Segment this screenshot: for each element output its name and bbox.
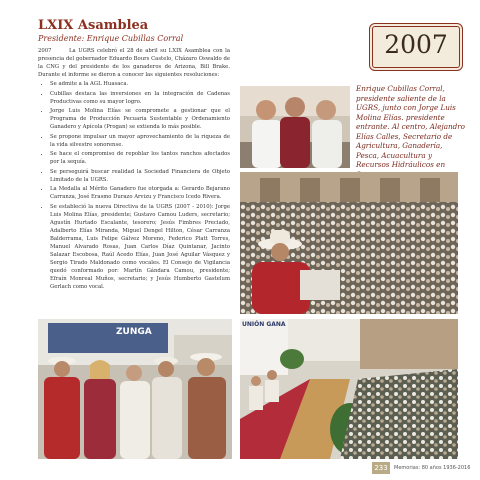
- list-item: • Cubillas destaca las inversiones en la integración de Cadenas Productivas como su mayor logro.: [50, 90, 230, 106]
- intro-paragraph: 2007 La UGRS celebró el 28 de abril su LXIX Asamblea con la presencia del gobernador Eduardo Bours Castelo, Cházaro Oswaldo de la CNG y del presidente de los ganaderos de Arizona, Bill Brake. Durante el informe se dieron a conocer las siguientes resoluciones:: [38, 48, 230, 78]
- banner-text-right: UNIÓN GANA: [242, 321, 286, 328]
- page-subtitle: Presidente: Enrique Cubillas Corral: [38, 34, 184, 43]
- year-box: [372, 26, 460, 68]
- year-label: 2007: [384, 30, 448, 59]
- list-item: • Se estableció la nueva Directiva de la UGRS (2007 - 2010): Jorge Luis Molina Elías, presidente; Gustavo Camou Luders, secretario; Agustín Hurtado Escalante, tesorero; Jesús Fimbres Preciado, Adalberto Elías Miranda, Miguel Dengel Hilton, César Carranza Balderrama, Luis Felipe Gálvez Moreno, Federico Platt Torres, Manuel Alvarado Rosas, Juan Carlos Díaz Quintanar, Jacinto Salazar Escobosa, Raúl Acedo Elías, Juan José Aguilar Vásquez y Sergio Tirado Maldonado como vocales. El Consejo de Vigilancia quedó conformado por: Martín Gándara Camou, presidente; Efraín Monreal Muños, secretario; y Jesús Humberto Gastelum Gerlach como vocal.: [50, 203, 230, 291]
- photo-presidium: [240, 319, 458, 459]
- list-item: • Se perseguirá buscar realidad la Sociedad Financiera de Objeto Limitado de la UGRS.: [50, 168, 230, 184]
- photo-three-officials: [240, 86, 350, 168]
- resolutions-list: [38, 80, 230, 291]
- page-number: 233: [372, 462, 390, 474]
- page-title: LXIX Asamblea: [38, 18, 149, 33]
- banner-text-left: ZUNGA: [116, 327, 152, 337]
- photo-caption: Enrique Cubillas Corral, presidente saliente de la UGRS, junto con Jorge Luis Molina Elías. presidente entrante. Al centro, Alejandro Elías Calles, Secretario de Agricultura, Ganadería, Pesca, Acuacultura y Recursos Hidráulicos en: [356, 84, 465, 169]
- body-text: [38, 47, 230, 292]
- photo-group-banner: [38, 319, 232, 459]
- list-item: • La Medalla al Mérito Ganadero fue otorgada a: Gerardo Bejarano Carranza, José Erasmo Durazo Arvizu y Francisco Icedo Rivera.: [50, 185, 230, 201]
- footer-text: Memorias: 80 años 1936-2016: [394, 465, 471, 471]
- list-item: • Jorge Luis Molina Elías se compromete a gestionar que el Programa de Producción Pecuaria Sustentable y Ordenamiento Ganadero y Apícola (Progan) se extienda lo más posible.: [50, 107, 230, 131]
- photo-assembly-hall: [240, 172, 458, 314]
- list-item: • Se admite a la AGL Huasaca.: [50, 80, 230, 88]
- list-item: • Se propone impulsar un mayor aprovechamiento de la riqueza de la vida silvestre sonorense.: [50, 133, 230, 149]
- list-item: • Se hace el compromiso de repoblar los tantos ranchos afectados por la sequía.: [50, 150, 230, 166]
